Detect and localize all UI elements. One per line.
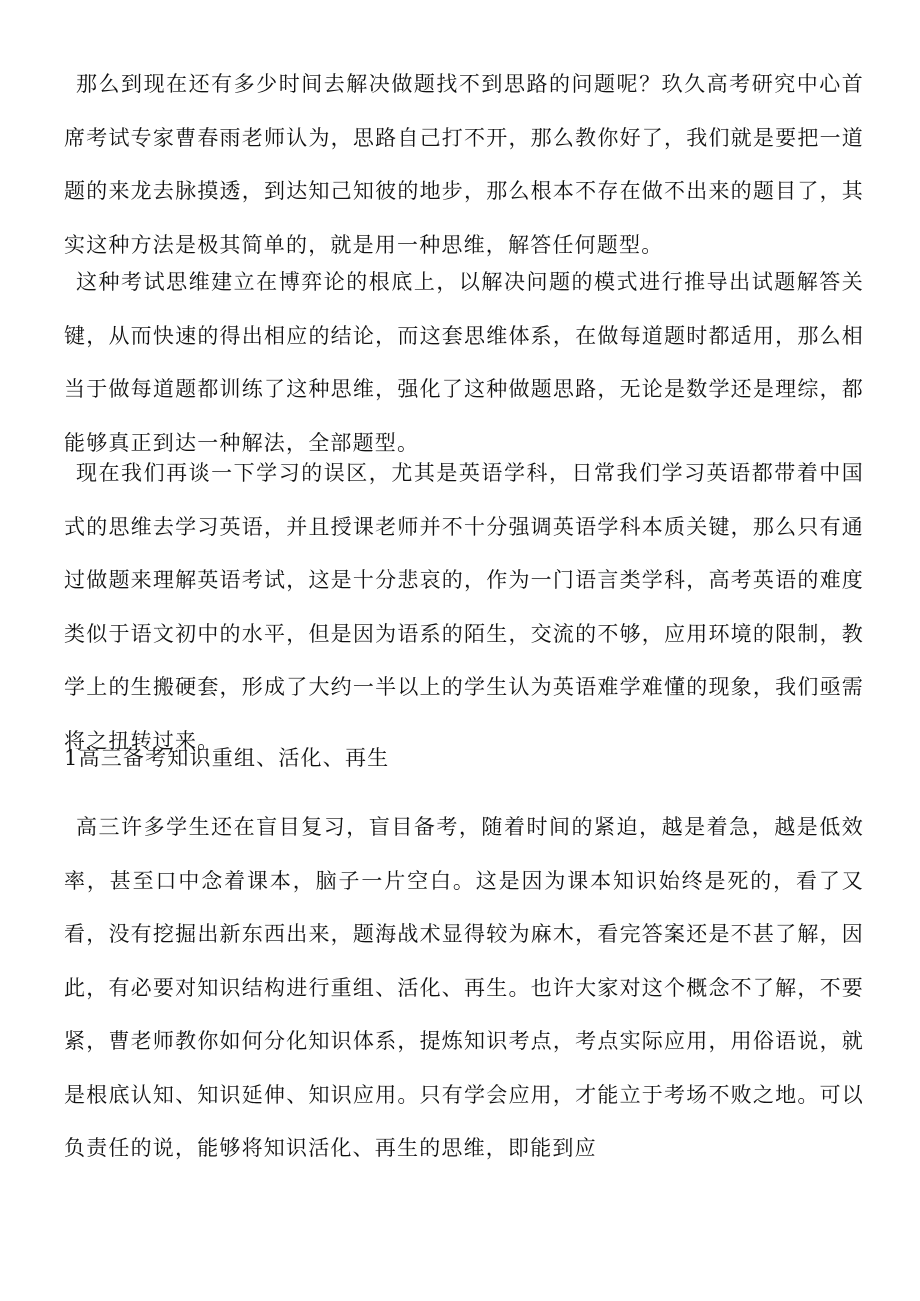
paragraph-problem-solving xyxy=(64,58,864,272)
paragraph-exam-thinking xyxy=(64,256,864,470)
paragraph-text: 那么到现在还有多少时间去解决做题找不到思路的问题呢？玖久高考研究中心首席考试专家曹春雨老师认为，思路自己打不开，那么教你好了，我们就是要把一道题的来龙去脉摸透，到达知己知彼的地步，那么根本不存在做不出来的题目了，其实这种方法是极其简单的，就是用一种思维，解答任何题型。 xyxy=(64,72,864,257)
paragraph-knowledge-reorganization xyxy=(64,801,864,1176)
paragraph-english-misconception xyxy=(64,447,864,768)
section-heading: 1高三备考知识重组、活化、再生 xyxy=(64,746,390,770)
paragraph-text: 这种考试思维建立在博弈论的根底上，以解决问题的模式进行推导出试题解答关键，从而快速的得出相应的结论，而这套思维体系，在做每道题时都适用，那么相当于做每道题都训练了这种思维，强化了这种做题思路，无论是数学还是理综，都能够真正到达一种解法，全部题型。 xyxy=(64,270,864,455)
paragraph-text: 现在我们再谈一下学习的误区，尤其是英语学科，日常我们学习英语都带着中国式的思维去学习英语，并且授课老师并不十分强调英语学科本质关键，那么只有通过做题来理解英语考试，这是十分悲哀的，作为一门语言类学科，高考英语的难度类似于语文初中的水平，但是因为语系的陌生，交流的不够，应用环境的限制，教学上的生搬硬套，形成了大约一半以上的学生认为英语难学难懂的现象，我们亟需将之扭转过来。 xyxy=(64,461,864,753)
paragraph-text: 高三许多学生还在盲目复习，盲目备考，随着时间的紧迫，越是着急，越是低效率，甚至口中念着课本，脑子一片空白。这是因为课本知识始终是死的，看了又看，没有挖掘出新东西出来，题海战术显得较为麻木，看完答案还是不甚了解，因此，有必要对知识结构进行重组、活化、再生。也许大家对这个概念不了解，不要紧，曹老师教你如何分化知识体系，提炼知识考点，考点实际应用，用俗语说，就是根底认知、知识延伸、知识应用。只有学会应用，才能立于考场不败之地。可以负责任的说，能够将知识活化、再生的思维，即能到应 xyxy=(64,815,864,1160)
